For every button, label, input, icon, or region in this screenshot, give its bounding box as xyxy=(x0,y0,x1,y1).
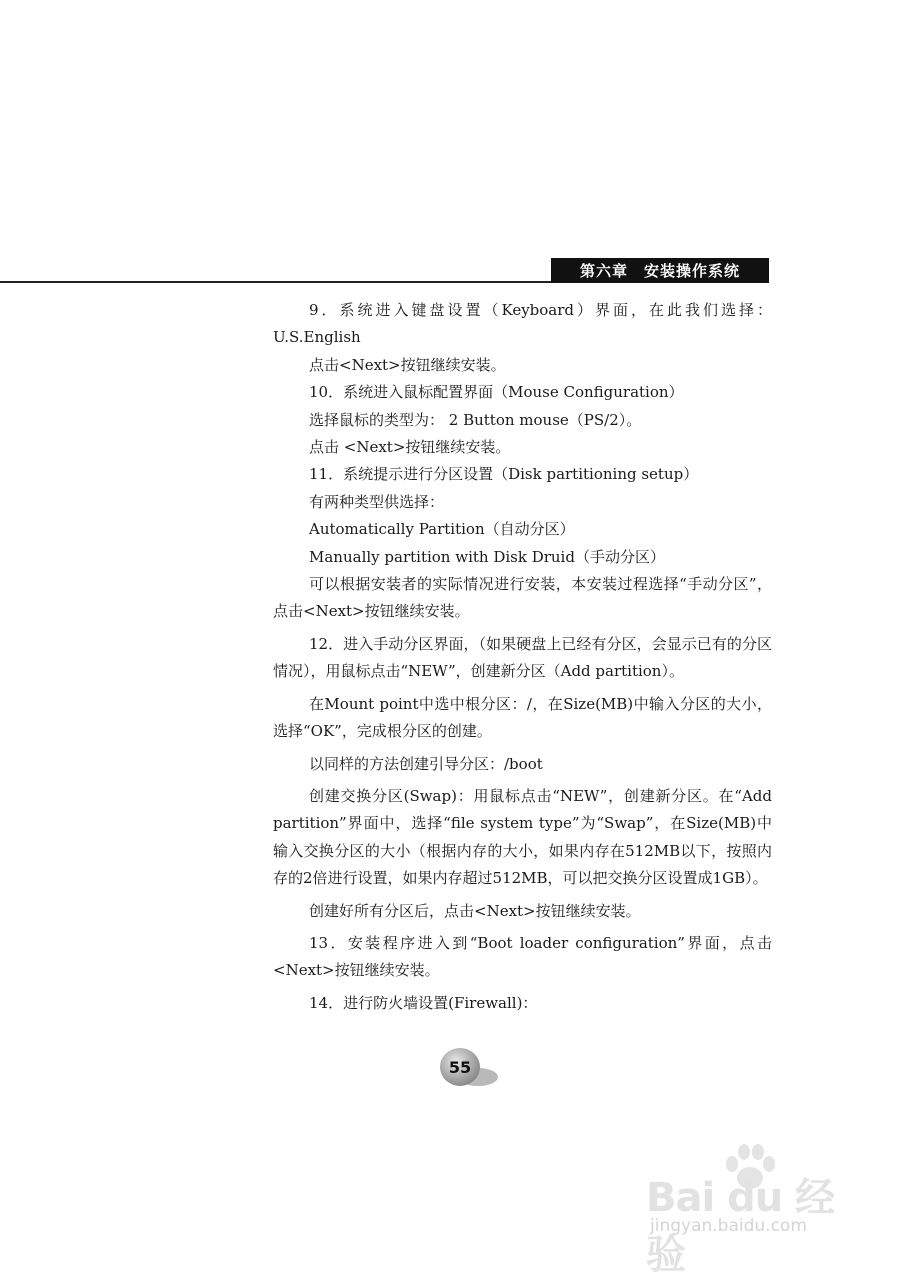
chapter-header: 第六章 安装操作系统 xyxy=(551,258,769,283)
paragraph: 创建好所有分区后，点击<Next>按钮继续安装。 xyxy=(309,901,641,920)
paragraph: Manually partition with Disk Druid（手动分区） xyxy=(309,547,665,566)
page-number: 55 xyxy=(440,1048,480,1086)
page-number-badge xyxy=(440,1048,498,1088)
paragraph: 在Mount point中选中根分区：/，在Size(MB)中输入分区的大小，选择“OK”，完成根分区的创建。 xyxy=(273,694,772,741)
paragraph-step-10: 10．系统进入鼠标配置界面（Mouse Configuration） xyxy=(309,383,684,402)
body-text xyxy=(273,297,772,1017)
paragraph-step-11: 11．系统提示进行分区设置（Disk partitioning setup） xyxy=(309,465,699,484)
watermark-url: jingyan.baidu.com xyxy=(650,1216,807,1236)
paragraph: Automatically Partition（自动分区） xyxy=(309,520,575,539)
paragraph: 以同样的方法创建引导分区：/boot xyxy=(309,754,543,773)
paragraph: 点击 <Next>按钮继续安装。 xyxy=(309,438,511,457)
paragraph-step-14: 14．进行防火墙设置(Firewall)： xyxy=(309,993,538,1012)
paragraph-step-12: 12．进入手动分区界面，（如果硬盘上已经有分区，会显示已有的分区情况），用鼠标点击“NEW”，创建新分区（Add partition）。 xyxy=(273,634,772,681)
paragraph-step-9: 9．系统进入键盘设置（Keyboard）界面，在此我们选择：U.S.English xyxy=(273,301,772,347)
watermark-logo: Bai du 经验 xyxy=(646,1175,835,1278)
paragraph-step-13: 13．安装程序进入到“Boot loader configuration”界面，点击<Next>按钮继续安装。 xyxy=(273,933,772,980)
paragraph: 点击<Next>按钮继续安装。 xyxy=(309,355,506,374)
paragraph: 选择鼠标的类型为： 2 Button mouse（PS/2）。 xyxy=(309,410,642,429)
paragraph: 有两种类型供选择： xyxy=(309,492,445,511)
paragraph: 创建交换分区(Swap)：用鼠标点击“NEW”，创建新分区。在“Add partition”界面中，选择“file system type”为“Swap”，在Size(MB)中输入交换分区的大小（根据内存的大小，如果内存在512MB以下，按照内存的2倍进行设置，如果内存超过512MB，可以把交换分区设置成1GB）。 xyxy=(273,786,772,888)
paragraph: 可以根据安装者的实际情况进行安装，本安装过程选择“手动分区”，点击<Next>按钮继续安装。 xyxy=(273,575,772,621)
baidu-watermark xyxy=(640,1138,860,1278)
